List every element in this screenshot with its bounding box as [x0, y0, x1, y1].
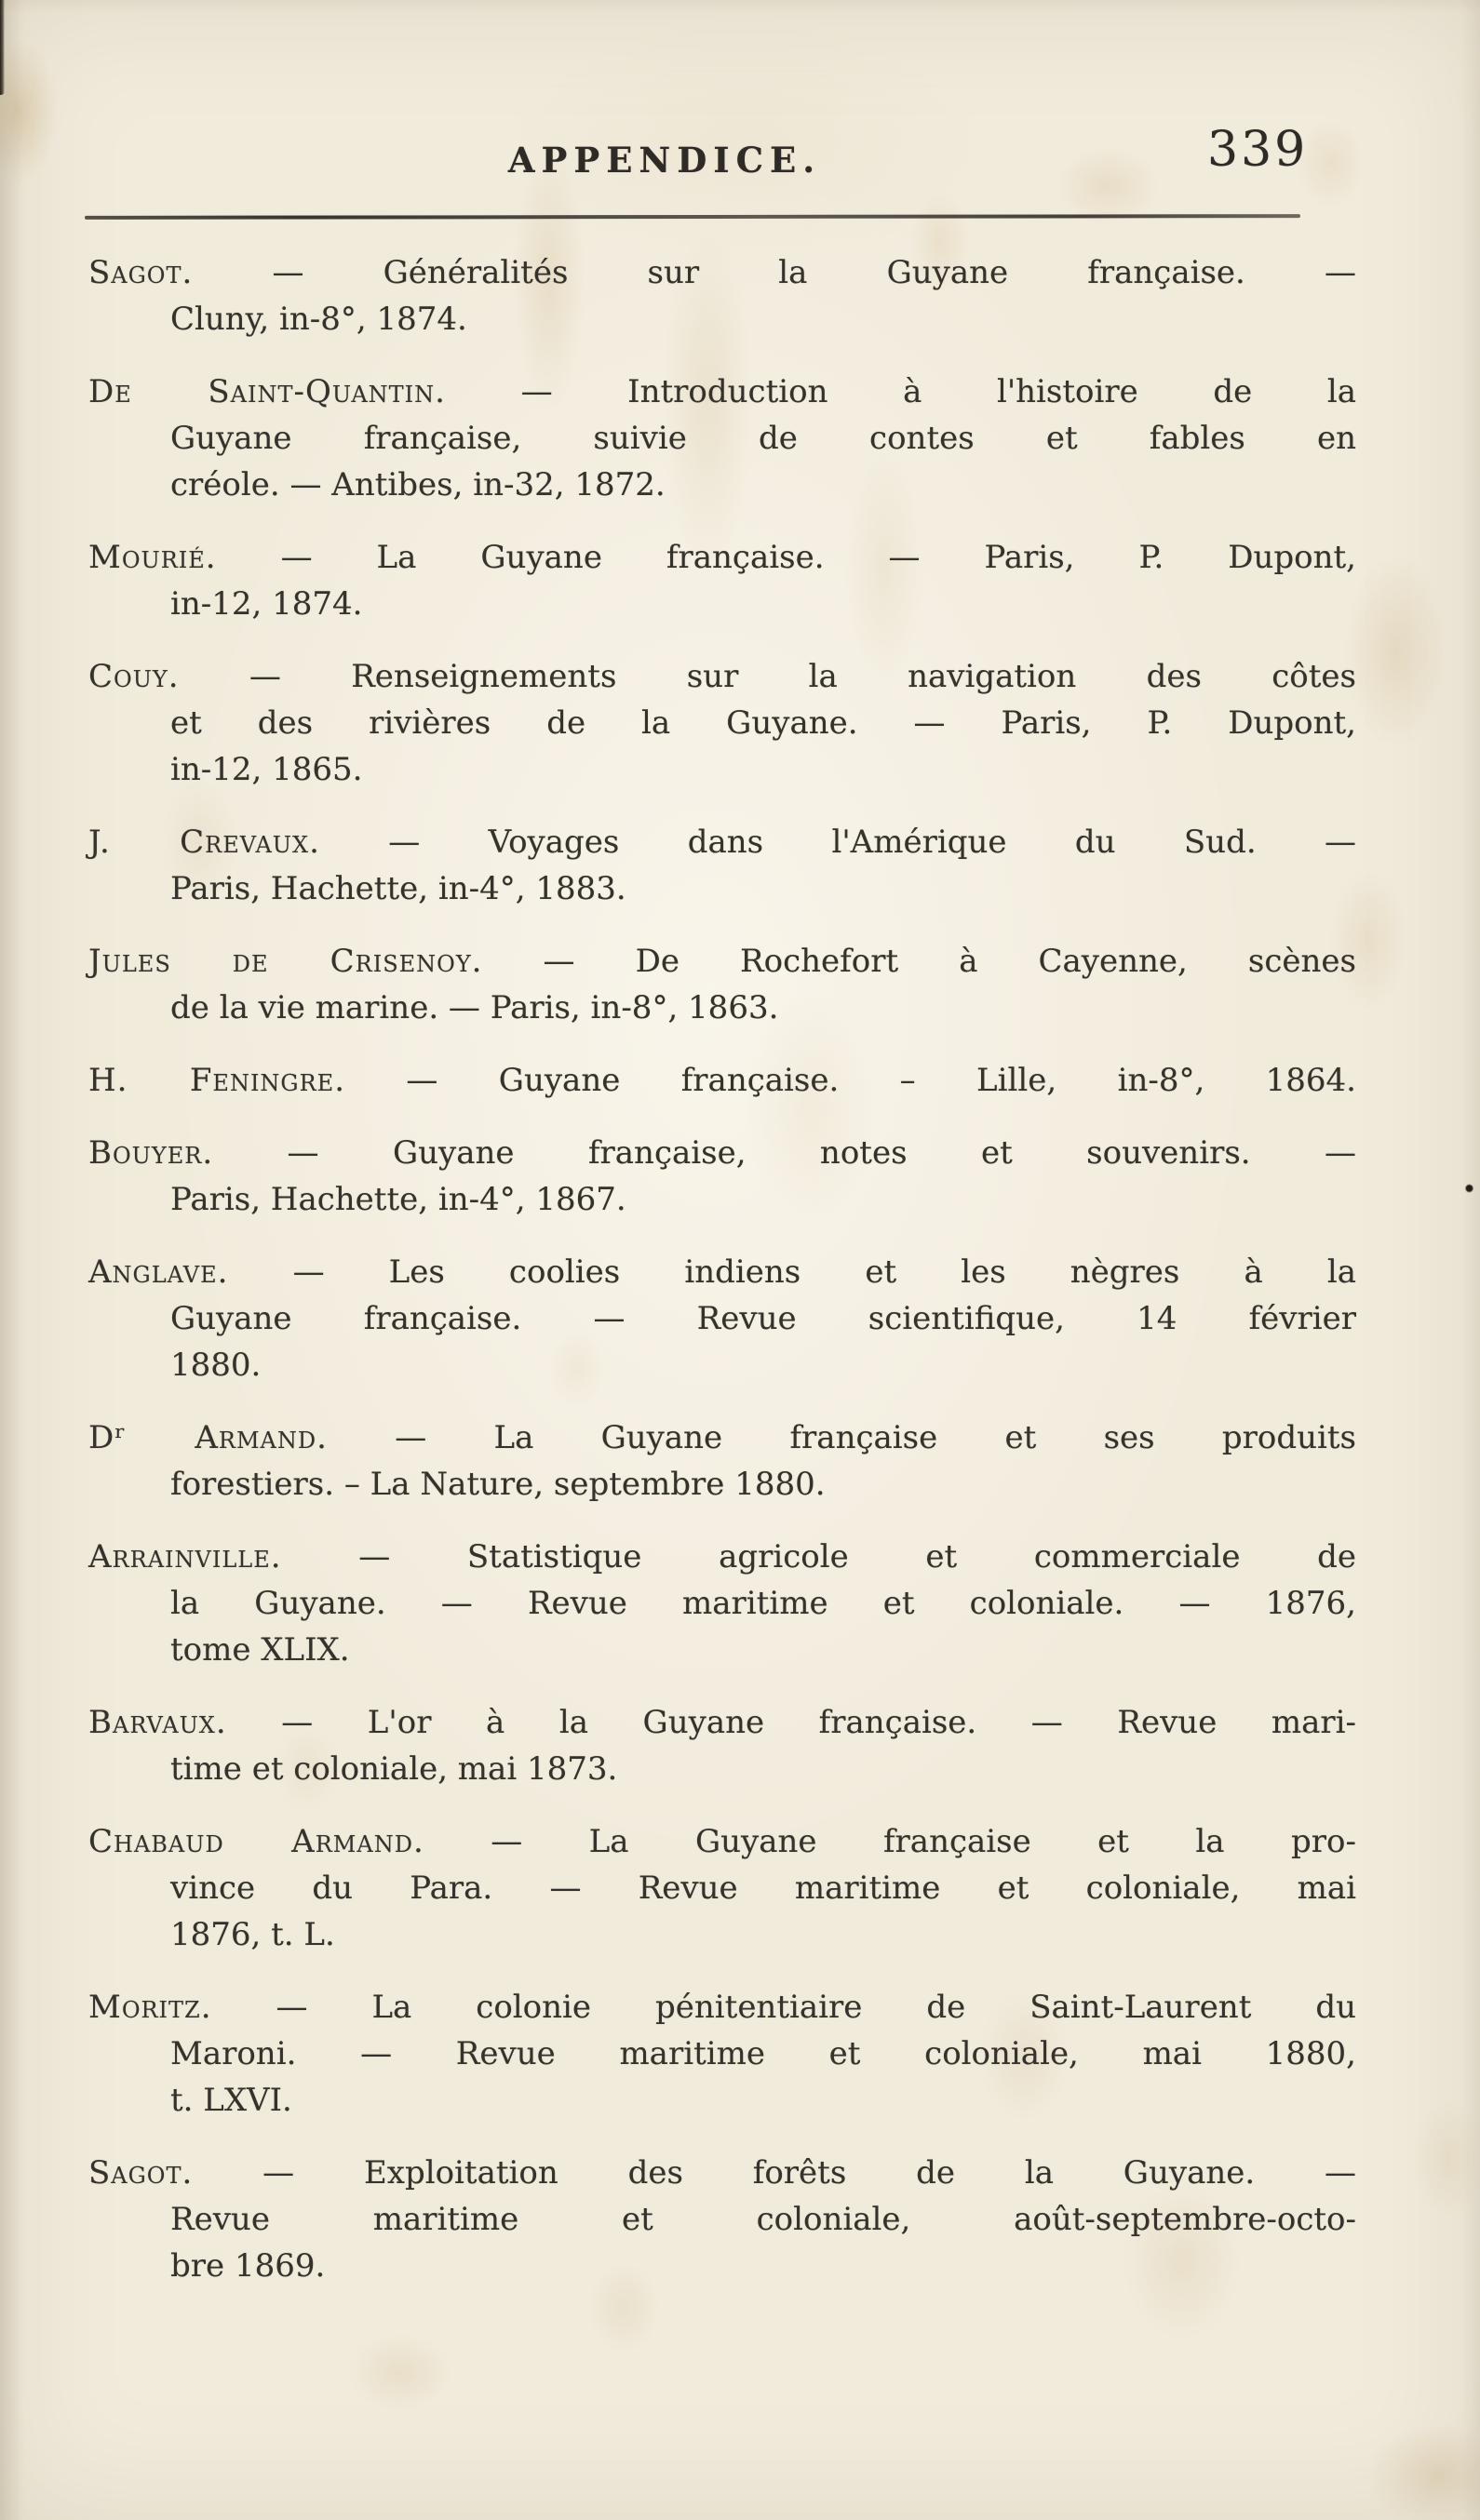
author-name: Dʳ Armand. — [88, 1419, 328, 1456]
entry-continuation-line: Guyane française, suivie de contes et fables en — [170, 420, 1356, 457]
author-name: H. Feningre. — [88, 1062, 346, 1099]
entry-continuation-line: bre 1869. — [170, 2247, 326, 2285]
header-rule — [85, 214, 1300, 220]
author-name: Jules de Crisenoy. — [88, 943, 483, 980]
bibliography-entry — [88, 938, 1356, 1031]
page-number: 339 — [1207, 122, 1309, 178]
entry-continuation-line: Cluny, in-8°, 1874. — [170, 301, 467, 338]
entry-continuation-line: tome XLIX. — [170, 1631, 350, 1669]
bibliography-entry — [88, 1414, 1356, 1508]
author-name: Sagot. — [88, 2154, 194, 2192]
author-name: De Saint-Quantin. — [88, 373, 446, 410]
page-title: APPENDICE. — [507, 140, 822, 181]
bibliography-list — [88, 249, 1356, 2289]
bibliography-entry — [88, 534, 1356, 627]
author-name: Moritz. — [88, 1989, 212, 2026]
bibliography-entry — [88, 1057, 1356, 1104]
entry-continuation-line: Paris, Hachette, in-4°, 1867. — [170, 1181, 626, 1218]
entry-continuation-line: in-12, 1874. — [170, 585, 363, 623]
entry-continuation-line: Maroni. — Revue maritime et coloniale, mai 1880, — [170, 2035, 1356, 2072]
entry-first-line: Barvaux. — L'or à la Guyane française. — Revue mari- — [88, 1704, 1356, 1741]
entry-continuation-line: Guyane française. — Revue scientifique, 14 février — [170, 1300, 1356, 1337]
entry-continuation-line: la Guyane. — Revue maritime et coloniale. — 1876, — [170, 1585, 1356, 1622]
author-name: J. Crevaux. — [88, 824, 320, 861]
author-name: Arrainville. — [88, 1538, 282, 1575]
author-name: Chabaud Armand. — [88, 1823, 424, 1860]
entry-continuation-line: 1876, t. L. — [170, 1916, 335, 1953]
entry-continuation-line: et des rivières de la Guyane. — Paris, P. Dupont, — [170, 704, 1356, 742]
entry-continuation-line: Paris, Hachette, in-4°, 1883. — [170, 870, 626, 907]
entry-first-line: Moritz. — La colonie pénitentiaire de Saint-Laurent du — [88, 1989, 1356, 2026]
entry-first-line: J. Crevaux. — Voyages dans l'Amérique du Sud. — — [88, 824, 1356, 861]
bibliography-entry — [88, 653, 1356, 793]
author-name: Sagot. — [88, 254, 194, 291]
entry-first-line: Sagot. — Exploitation des forêts de la Guyane. — — [88, 2154, 1356, 2192]
entry-first-line: Dʳ Armand. — La Guyane française et ses produits — [88, 1419, 1356, 1456]
bibliography-entry — [88, 1818, 1356, 1958]
author-name: Anglave. — [88, 1253, 229, 1291]
running-head — [88, 140, 1300, 181]
author-name: Barvaux. — [88, 1704, 227, 1741]
bibliography-entry — [88, 369, 1356, 508]
entry-continuation-line: t. LXVI. — [170, 2082, 292, 2119]
entry-continuation-line: créole. — Antibes, in-32, 1872. — [170, 466, 666, 503]
entry-first-line: Arrainville. — Statistique agricole et commerciale de — [88, 1538, 1356, 1575]
bibliography-entry — [88, 1534, 1356, 1673]
entry-continuation-line: vince du Para. — Revue maritime et coloniale, mai — [170, 1870, 1356, 1907]
entry-first-line: Chabaud Armand. — La Guyane française et la pro- — [88, 1823, 1356, 1860]
entry-continuation-line: 1880. — [170, 1347, 262, 1384]
entry-first-line: H. Feningre. — Guyane française. – Lille, in-8°, 1864. — [88, 1062, 1356, 1099]
entry-first-line: De Saint-Quantin. — Introduction à l'histoire de la — [88, 373, 1356, 410]
bibliography-entry — [88, 819, 1356, 912]
entry-continuation-line: Revue maritime et coloniale, août-septembre-octo- — [170, 2201, 1356, 2238]
bibliography-entry — [88, 1249, 1356, 1388]
bibliography-entry — [88, 1699, 1356, 1792]
ink-speck — [1465, 1184, 1473, 1193]
author-name: Bouyer. — [88, 1134, 214, 1172]
entry-continuation-line: in-12, 1865. — [170, 751, 363, 788]
entry-continuation-line: de la vie marine. — Paris, in-8°, 1863. — [170, 989, 779, 1026]
bibliography-entry — [88, 2150, 1356, 2289]
entry-first-line: Couy. — Renseignements sur la navigation des côtes — [88, 658, 1356, 695]
entry-first-line: Mourié. — La Guyane française. — Paris, P. Dupont, — [88, 539, 1356, 576]
entry-continuation-line: forestiers. – La Nature, septembre 1880. — [170, 1466, 826, 1503]
entry-continuation-line: time et coloniale, mai 1873. — [170, 1750, 618, 1788]
bibliography-entry — [88, 249, 1356, 342]
entry-first-line: Anglave. — Les coolies indiens et les nègres à la — [88, 1253, 1356, 1291]
author-name: Mourié. — [88, 539, 217, 576]
entry-first-line: Jules de Crisenoy. — De Rochefort à Cayenne, scènes — [88, 943, 1356, 980]
entry-first-line: Sagot. — Généralités sur la Guyane française. — — [88, 254, 1356, 291]
entry-first-line: Bouyer. — Guyane française, notes et souvenirs. — — [88, 1134, 1356, 1172]
page-edge-shadow — [0, 0, 5, 95]
bibliography-entry — [88, 1984, 1356, 2124]
bibliography-entry — [88, 1130, 1356, 1223]
author-name: Couy. — [88, 658, 180, 695]
